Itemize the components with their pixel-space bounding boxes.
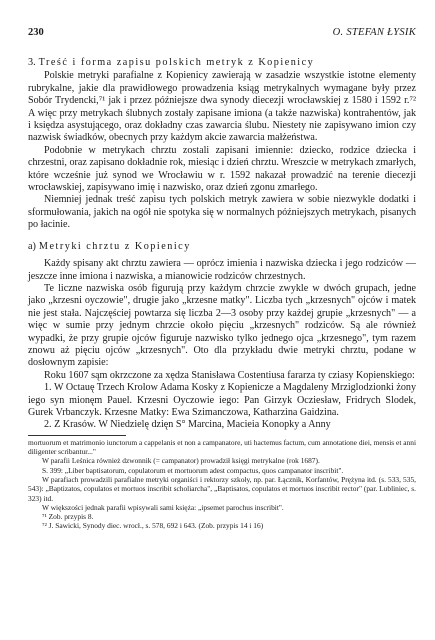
paragraph: Roku 1607 sąm okrzczone za xędza Stanisława Costentiusa fararza ty cziasy Kopienskiego: <box>44 369 415 381</box>
paragraph: Podobnie w metrykach chrztu zostali zapisani imiennie: dziecko, rodzice dziecka i chrzestni, oraz zapisano dokładnie rok, miesiąc i dzień chrztu. Wreszcie w metrykach zmarłych, które wcześnie już synod we Wrocławiu w r. 1592 nakazał prowadzić na terenie diecezji wrocławskiej, zapisywano imię i nazwisko, oraz dzień zgonu zmarłego. <box>28 144 416 194</box>
section-number: 3. <box>28 57 36 68</box>
subsection-heading <box>28 241 416 253</box>
record-entry: 2. Z Krasów. W Niedzielę dzięn S° Marcina, Macieia Konopky a Anny <box>44 419 331 431</box>
paragraph: Te liczne nazwiska osób figurują przy każdym chrzcie zwykle w dwóch grupach, jedne jako „krzesni oyczowie", drugie jako „krzesne matky". Liczba tych „krzesnych" ojców i matek nie jest stała. Najczęściej powtarza się liczba 2—3 osoby przy każdej grupie „krzesnych" — a więc w sumie przy jednym chrzcie około pięciu „krzesnych" rodziców. Są ale również wypadki, że przy grupie ojców figuruje nazwisko tylko jednego ojca „krzesnego", tym razem znowu aż pięciu ojców „krzesnych". Oto dla przykładu dwie metryki chrztu, podane w dosłownym zapisie: <box>28 282 416 369</box>
subsection-label: a) <box>28 240 36 252</box>
footnote: ⁷² J. Sawicki, Synody diec. wrocł., s. 578, 692 i 643. (Zob. przypis 14 i 16) <box>42 521 264 531</box>
section-heading <box>28 57 416 69</box>
footnote: W parafiach prowadzili parafialne metryki organiści i rektorzy szkoły, np. par. Łącznik, Korfantów, Prężyna itd. (s. 533, 535, 543): „Baptizatos, copulatos et mortuos inscribit scholiarcha", „Baptisatos, copulatos et mortuos inscribit rector" (par. Lubliniec, s. 323) itd. <box>28 474 416 503</box>
footnote: S. 399: „Liber baptisatorum, copulatorum et mortuorum adest compactus, quos campanator inscribit". <box>42 465 344 475</box>
page-number: 230 <box>28 27 44 38</box>
paragraph: Niemniej jednak treść zapisu tych polskich metryk zawiera w sobie niezwykle dodatki i sformułowania, jakich na ogół nie spotyka się w normalnych późniejszych metrykach, pisanych po łacinie. <box>28 194 416 231</box>
footnote: W większości jednak parafii wpisywali sami księża: „ipsemet parochus inscribit". <box>42 502 284 512</box>
footnote: W parafii Leśnica również dzwonnik (= campanator) prowadził księgi metrykalne (rok 1687). <box>42 456 320 466</box>
document-page <box>28 27 416 531</box>
paragraph: Polskie metryki parafialne z Kopienicy zawierają w zasadzie wszystkie istotne elementy rubrykalne, jakie dla prawidłowego prowadzenia ksiąg metrykalnych wymagane były przez Sobór Trydencki,⁷¹ jak i przez późniejsze dwa synody diecezji wrocławskiej z 1580 i 1592 r.⁷² A więc przy metrykach ślubnych zostały zapisane imiona (a także nazwiska) kontrahentów, jak i księdza asystującego, oraz dokładny czas zawarcia ślubu. Niestety nie zapisywano imion czy nazwisk świadków, obecnych przy każdym akcie zawarcia małżeństwa. <box>28 70 416 144</box>
footnote-rule <box>28 435 126 436</box>
footnote: mortuorum et matrimonio iunctorum a cappelanis et non a campanatore, uti hactemus factum, cum annotatione diei, mensis et anni diligenter scribantur..." <box>28 437 416 457</box>
section-title: Treść i forma zapisu polskich metryk z Kopienicy <box>38 57 315 68</box>
subsection-title: Metryki chrztu z Kopienicy <box>38 240 191 252</box>
running-header <box>28 27 416 41</box>
footnote: ⁷¹ Zob. przypis 8. <box>42 512 94 522</box>
paragraph: Każdy spisany akt chrztu zawiera — oprócz imienia i nazwiska dziecka i jego rodziców — jeszcze inne imiona i nazwiska, a mianowicie rodziców chrzestnych. <box>28 258 416 282</box>
running-head-author: O. STEFAN ŁYSIK <box>332 27 416 38</box>
record-entry: 1. W Octauę Trzech Krolow Adama Kosky z Kopienicze a Magdaleny Mrziglodzionki żony iego syn mionęm Pauel. Krzesni Oyczowie iego: Pan Girzyk Ocziesław, Fridrych Slodek, Gurek Vrbanczyk. Krzesne Matky: Ewa Szimanczowa, Katharzina Gaidzina. <box>28 382 416 418</box>
